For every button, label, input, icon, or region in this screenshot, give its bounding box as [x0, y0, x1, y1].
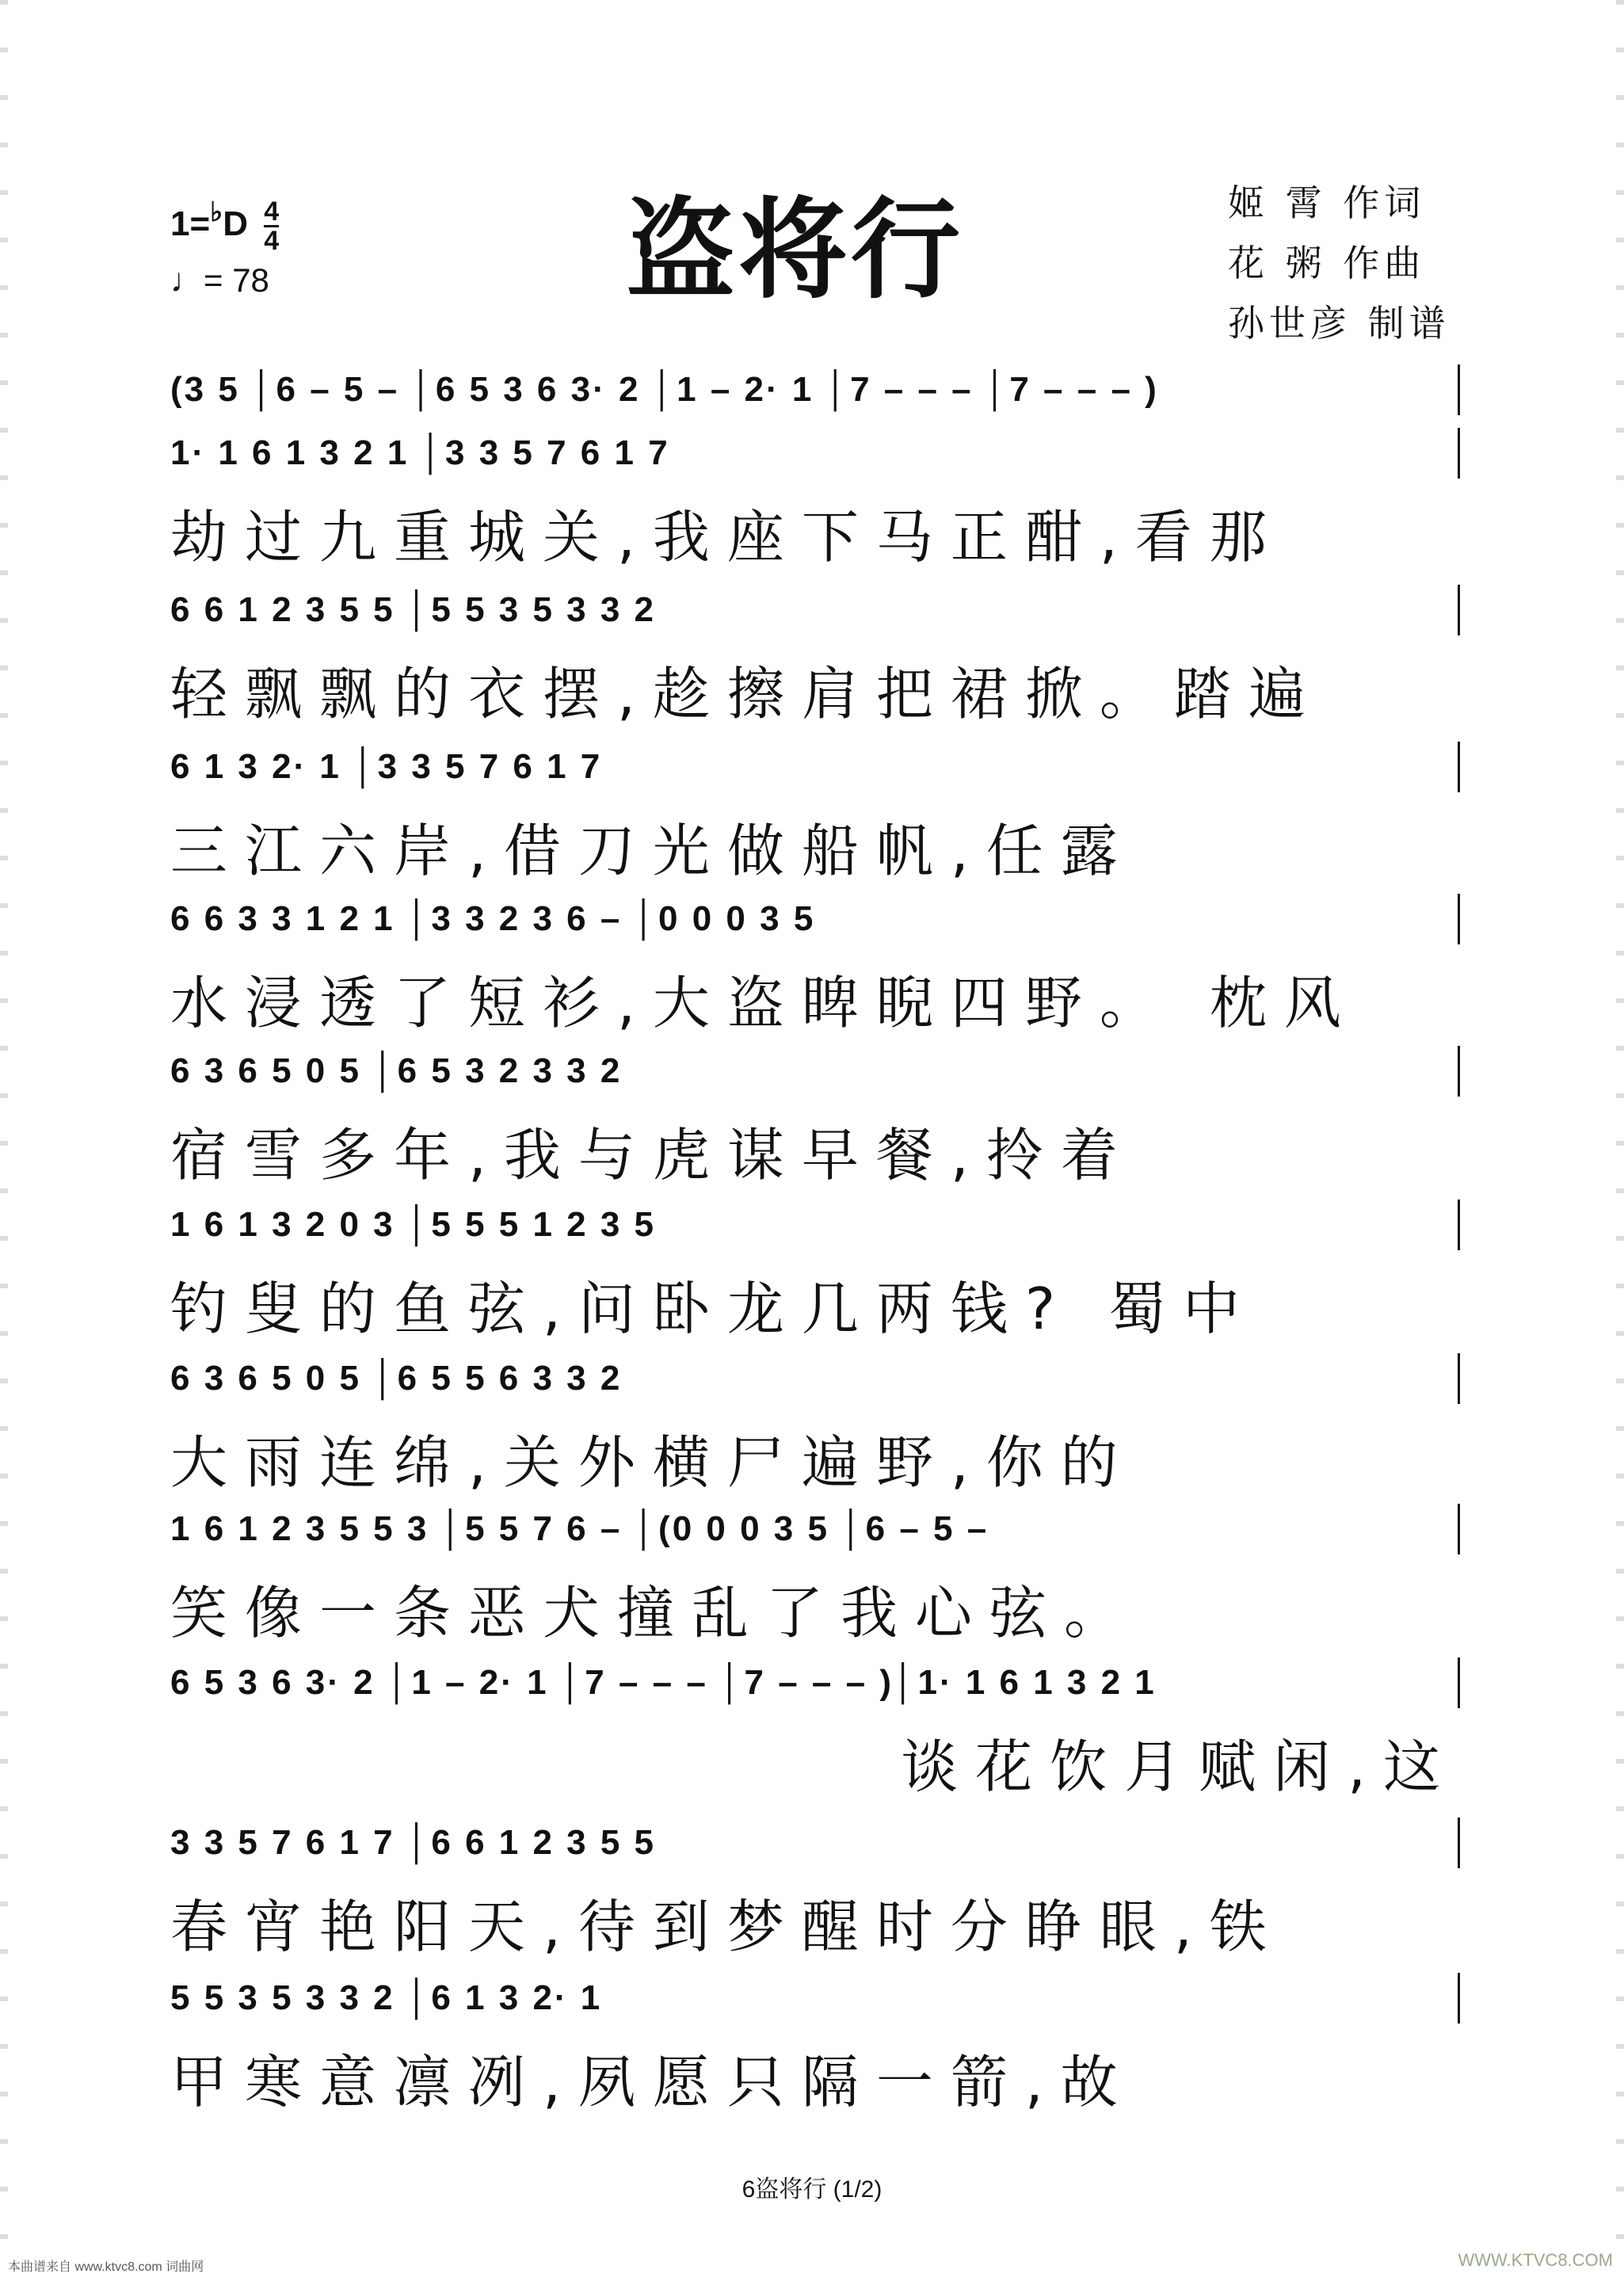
- notation-line: 6 5 3 6 3· 2 │1 – 2· 1 │7 – – – │7 – – – )│1· 1 6 1 3 2 1: [170, 1657, 1460, 1708]
- lyric-line: 春宵艳阳天,待到梦醒时分睁眼,铁: [170, 1894, 1284, 1960]
- right-border-strip: [1616, 0, 1624, 2281]
- tempo-marking: ♩= 78: [170, 261, 269, 299]
- lyric-line: 笑像一条恶犬撞乱了我心弦。: [170, 1580, 1139, 1646]
- time-top: 4: [264, 196, 280, 227]
- watermark-left: 本曲谱来自 www.ktvc8.com 词曲网: [8, 2260, 204, 2274]
- left-border-strip: [0, 0, 8, 2281]
- lyric-line: 三江六岸,借刀光做船帆,任露: [170, 818, 1135, 884]
- score-system-7: [170, 1200, 1458, 1342]
- key-signature: [170, 196, 279, 254]
- notation-line: 6 3 6 5 0 5 │6 5 5 6 3 3 2: [170, 1353, 1460, 1404]
- lyric-line: 劫过九重城关,我座下马正酣,看那: [170, 504, 1284, 570]
- notation-line: 6 6 1 2 3 5 5 │5 5 3 5 3 3 2: [170, 585, 1460, 635]
- notation-line: 6 6 3 3 1 2 1 │3 3 2 3 6 – │0 0 0 3 5: [170, 894, 1460, 944]
- song-title: 盗将行: [626, 186, 964, 314]
- score-system-4: [170, 742, 1458, 884]
- notation-line: 5 5 3 5 3 3 2 │6 1 3 2· 1: [170, 1973, 1460, 2024]
- notation-line: 1· 1 6 1 3 2 1 │3 3 5 7 6 1 7: [170, 428, 1460, 479]
- notation-line: (3 5 │6 – 5 – │6 5 3 6 3· 2 │1 – 2· 1 │7 – – – │7 – – – ): [170, 364, 1460, 415]
- notation-line: 6 3 6 5 0 5 │6 5 3 2 3 3 2: [170, 1046, 1460, 1097]
- score-system-6: [170, 1046, 1458, 1188]
- notation-line: 1 6 1 3 2 0 3 │5 5 5 1 2 3 5: [170, 1200, 1460, 1250]
- lyric-line: 谈花饮月赋闲,这: [901, 1734, 1458, 1800]
- arranger: 孙世彦 制谱: [1228, 302, 1451, 345]
- lyric-line: 轻飘飘的衣摆,趁擦肩把裙掀。踏遍: [170, 661, 1323, 727]
- score-system-12: [170, 1973, 1458, 2115]
- notation-line: 3 3 5 7 6 1 7 │6 6 1 2 3 5 5: [170, 1818, 1460, 1868]
- key-label: 1=: [170, 204, 211, 243]
- watermark-right: WWW.KTVC8.COM: [1458, 2250, 1613, 2270]
- score-system-3: [170, 585, 1458, 727]
- credits: [1228, 173, 1451, 353]
- score-system-2: [170, 428, 1458, 570]
- lyric-line: 甲寒意凛冽,夙愿只隔一箭,故: [170, 2049, 1135, 2115]
- page-footer: 6盗将行 (1/2): [741, 2176, 883, 2203]
- score-system-5: [170, 894, 1458, 1036]
- lyric-line: 宿雪多年,我与虎谋早餐,拎着: [170, 1122, 1135, 1188]
- time-signature: [264, 198, 279, 254]
- notation-line: 6 1 3 2· 1 │3 3 5 7 6 1 7: [170, 742, 1460, 792]
- key-note: D: [223, 204, 248, 243]
- flat-symbol: ♭: [210, 197, 223, 227]
- score-system-9: [170, 1504, 1458, 1646]
- score-system-10: [170, 1657, 1458, 1800]
- lyric-line: 大雨连绵,关外横尸遍野,你的: [170, 1429, 1135, 1496]
- time-bottom: 4: [264, 225, 280, 256]
- score-system-8: [170, 1353, 1458, 1496]
- score-system-11: [170, 1818, 1458, 1960]
- lyric-line: 水浸透了短衫,大盗睥睨四野。 枕风: [170, 970, 1359, 1036]
- composer: 花 粥 作曲: [1228, 242, 1426, 284]
- lyricist: 姬 霄 作词: [1228, 181, 1426, 224]
- lyric-line: 钓叟的鱼弦,问卧龙几两钱? 蜀中: [170, 1276, 1257, 1342]
- notation-line: 1 6 1 2 3 5 5 3 │5 5 7 6 – │(0 0 0 3 5 │6 – 5 –: [170, 1504, 1460, 1554]
